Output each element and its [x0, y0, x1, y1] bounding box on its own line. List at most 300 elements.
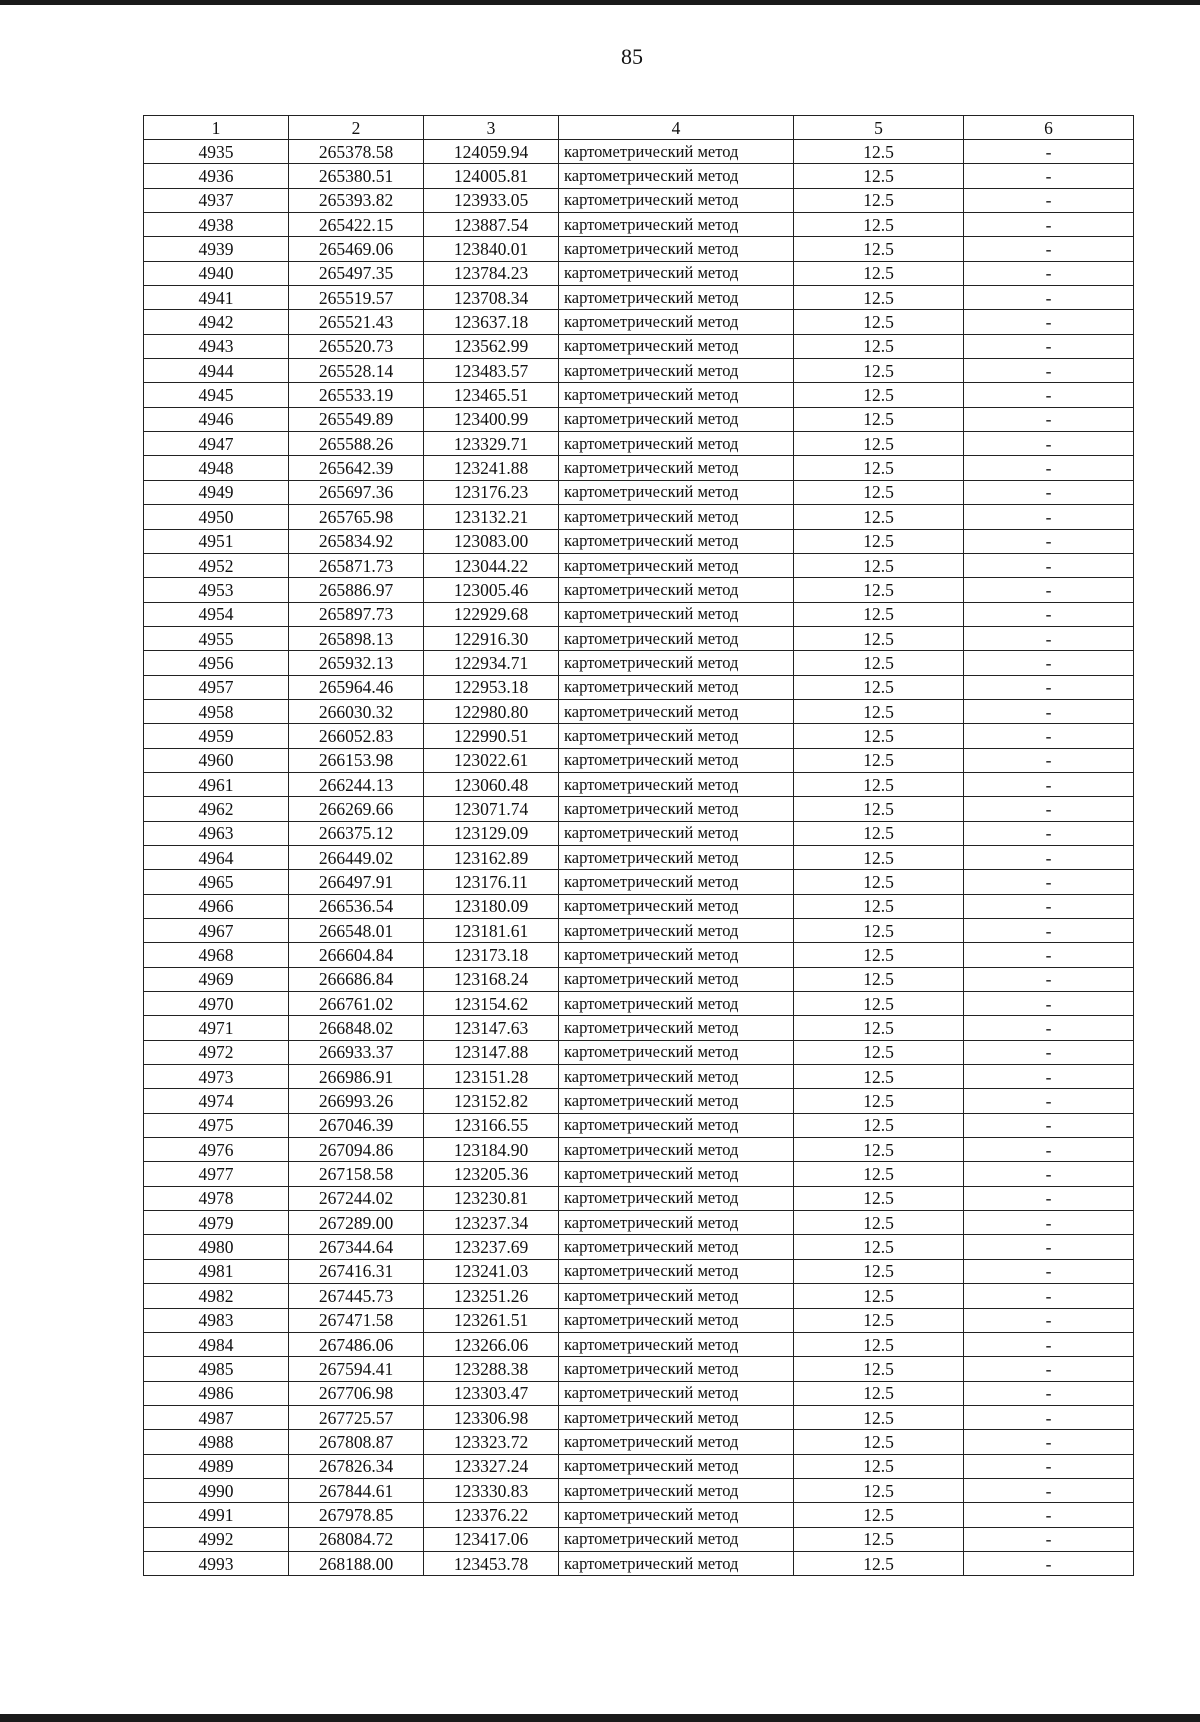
y-coordinate-cell: 123562.99 — [424, 334, 559, 358]
y-coordinate-cell: 123071.74 — [424, 797, 559, 821]
y-coordinate-cell: 123022.61 — [424, 748, 559, 772]
method-cell: картометрический метод — [559, 1162, 794, 1186]
note-cell: - — [964, 967, 1134, 991]
accuracy-cell: 12.5 — [794, 456, 964, 480]
x-coordinate-cell: 266993.26 — [289, 1089, 424, 1113]
method-cell: картометрический метод — [559, 1430, 794, 1454]
method-cell: картометрический метод — [559, 140, 794, 164]
table-header — [144, 116, 1134, 140]
x-coordinate-cell: 266497.91 — [289, 870, 424, 894]
table-row — [144, 286, 1134, 310]
x-coordinate-cell: 266536.54 — [289, 894, 424, 918]
scan-edge-bottom — [0, 1714, 1200, 1722]
y-coordinate-cell: 123288.38 — [424, 1357, 559, 1381]
y-coordinate-cell: 123453.78 — [424, 1551, 559, 1575]
note-cell: - — [964, 1235, 1134, 1259]
x-coordinate-cell: 266375.12 — [289, 821, 424, 845]
note-cell: - — [964, 578, 1134, 602]
accuracy-cell: 12.5 — [794, 188, 964, 212]
accuracy-cell: 12.5 — [794, 334, 964, 358]
y-coordinate-cell: 123329.71 — [424, 432, 559, 456]
point-number-cell: 4986 — [144, 1381, 289, 1405]
note-cell: - — [964, 1284, 1134, 1308]
accuracy-cell: 12.5 — [794, 1551, 964, 1575]
method-cell: картометрический метод — [559, 967, 794, 991]
accuracy-cell: 12.5 — [794, 1211, 964, 1235]
point-number-cell: 4983 — [144, 1308, 289, 1332]
y-coordinate-cell: 123044.22 — [424, 553, 559, 577]
x-coordinate-cell: 265469.06 — [289, 237, 424, 261]
method-cell: картометрический метод — [559, 553, 794, 577]
y-coordinate-cell: 123151.28 — [424, 1065, 559, 1089]
note-cell: - — [964, 383, 1134, 407]
note-cell: - — [964, 1113, 1134, 1137]
y-coordinate-cell: 122980.80 — [424, 699, 559, 723]
header-col-3: 3 — [424, 116, 559, 140]
method-cell: картометрический метод — [559, 1527, 794, 1551]
point-number-cell: 4948 — [144, 456, 289, 480]
method-cell: картометрический метод — [559, 407, 794, 431]
note-cell: - — [964, 432, 1134, 456]
method-cell: картометрический метод — [559, 821, 794, 845]
note-cell: - — [964, 164, 1134, 188]
method-cell: картометрический метод — [559, 334, 794, 358]
table-row — [144, 359, 1134, 383]
x-coordinate-cell: 265886.97 — [289, 578, 424, 602]
table-body — [144, 140, 1134, 1576]
note-cell: - — [964, 992, 1134, 1016]
point-number-cell: 4942 — [144, 310, 289, 334]
table-row — [144, 992, 1134, 1016]
table-row — [144, 1478, 1134, 1502]
accuracy-cell: 12.5 — [794, 164, 964, 188]
note-cell: - — [964, 821, 1134, 845]
method-cell: картометрический метод — [559, 894, 794, 918]
accuracy-cell: 12.5 — [794, 505, 964, 529]
note-cell: - — [964, 748, 1134, 772]
accuracy-cell: 12.5 — [794, 1016, 964, 1040]
method-cell: картометрический метод — [559, 699, 794, 723]
accuracy-cell: 12.5 — [794, 578, 964, 602]
method-cell: картометрический метод — [559, 1551, 794, 1575]
method-cell: картометрический метод — [559, 651, 794, 675]
point-number-cell: 4954 — [144, 602, 289, 626]
point-number-cell: 4988 — [144, 1430, 289, 1454]
x-coordinate-cell: 266548.01 — [289, 919, 424, 943]
y-coordinate-cell: 123303.47 — [424, 1381, 559, 1405]
note-cell: - — [964, 1430, 1134, 1454]
table-row — [144, 943, 1134, 967]
x-coordinate-cell: 265898.13 — [289, 626, 424, 650]
x-coordinate-cell: 267706.98 — [289, 1381, 424, 1405]
table-row — [144, 383, 1134, 407]
x-coordinate-cell: 267289.00 — [289, 1211, 424, 1235]
table-row — [144, 967, 1134, 991]
y-coordinate-cell: 123266.06 — [424, 1332, 559, 1356]
x-coordinate-cell: 265380.51 — [289, 164, 424, 188]
table-row — [144, 797, 1134, 821]
note-cell: - — [964, 140, 1134, 164]
point-number-cell: 4939 — [144, 237, 289, 261]
point-number-cell: 4973 — [144, 1065, 289, 1089]
method-cell: картометрический метод — [559, 1235, 794, 1259]
note-cell: - — [964, 359, 1134, 383]
method-cell: картометрический метод — [559, 1065, 794, 1089]
y-coordinate-cell: 123306.98 — [424, 1405, 559, 1429]
accuracy-cell: 12.5 — [794, 286, 964, 310]
header-col-4: 4 — [559, 116, 794, 140]
point-number-cell: 4967 — [144, 919, 289, 943]
table-row — [144, 919, 1134, 943]
note-cell: - — [964, 1527, 1134, 1551]
point-number-cell: 4936 — [144, 164, 289, 188]
point-number-cell: 4964 — [144, 845, 289, 869]
table-row — [144, 1527, 1134, 1551]
table-row — [144, 456, 1134, 480]
method-cell: картометрический метод — [559, 529, 794, 553]
note-cell: - — [964, 310, 1134, 334]
y-coordinate-cell: 123205.36 — [424, 1162, 559, 1186]
table-row — [144, 1454, 1134, 1478]
x-coordinate-cell: 267244.02 — [289, 1186, 424, 1210]
table-row — [144, 213, 1134, 237]
x-coordinate-cell: 267844.61 — [289, 1478, 424, 1502]
method-cell: картометрический метод — [559, 1211, 794, 1235]
point-number-cell: 4975 — [144, 1113, 289, 1137]
accuracy-cell: 12.5 — [794, 1259, 964, 1283]
y-coordinate-cell: 123166.55 — [424, 1113, 559, 1137]
method-cell: картометрический метод — [559, 480, 794, 504]
x-coordinate-cell: 267725.57 — [289, 1405, 424, 1429]
note-cell: - — [964, 407, 1134, 431]
x-coordinate-cell: 266052.83 — [289, 724, 424, 748]
table-row — [144, 1016, 1134, 1040]
y-coordinate-cell: 123005.46 — [424, 578, 559, 602]
method-cell: картометрический метод — [559, 1016, 794, 1040]
x-coordinate-cell: 266449.02 — [289, 845, 424, 869]
y-coordinate-cell: 123060.48 — [424, 772, 559, 796]
note-cell: - — [964, 1332, 1134, 1356]
note-cell: - — [964, 529, 1134, 553]
x-coordinate-cell: 267594.41 — [289, 1357, 424, 1381]
method-cell: картометрический метод — [559, 310, 794, 334]
accuracy-cell: 12.5 — [794, 1113, 964, 1137]
point-number-cell: 4963 — [144, 821, 289, 845]
coordinates-table — [143, 115, 1134, 1576]
point-number-cell: 4951 — [144, 529, 289, 553]
note-cell: - — [964, 1089, 1134, 1113]
accuracy-cell: 12.5 — [794, 140, 964, 164]
note-cell: - — [964, 1454, 1134, 1478]
x-coordinate-cell: 266153.98 — [289, 748, 424, 772]
point-number-cell: 4971 — [144, 1016, 289, 1040]
note-cell: - — [964, 1065, 1134, 1089]
note-cell: - — [964, 334, 1134, 358]
table-row — [144, 1235, 1134, 1259]
method-cell: картометрический метод — [559, 359, 794, 383]
x-coordinate-cell: 267094.86 — [289, 1138, 424, 1162]
point-number-cell: 4950 — [144, 505, 289, 529]
point-number-cell: 4947 — [144, 432, 289, 456]
accuracy-cell: 12.5 — [794, 1235, 964, 1259]
x-coordinate-cell: 265528.14 — [289, 359, 424, 383]
y-coordinate-cell: 124059.94 — [424, 140, 559, 164]
method-cell: картометрический метод — [559, 432, 794, 456]
point-number-cell: 4958 — [144, 699, 289, 723]
y-coordinate-cell: 123637.18 — [424, 310, 559, 334]
table-row — [144, 188, 1134, 212]
x-coordinate-cell: 266761.02 — [289, 992, 424, 1016]
y-coordinate-cell: 123162.89 — [424, 845, 559, 869]
table-row — [144, 651, 1134, 675]
method-cell: картометрический метод — [559, 286, 794, 310]
note-cell: - — [964, 1040, 1134, 1064]
method-cell: картометрический метод — [559, 1089, 794, 1113]
point-number-cell: 4962 — [144, 797, 289, 821]
table-row — [144, 699, 1134, 723]
method-cell: картометрический метод — [559, 1186, 794, 1210]
note-cell: - — [964, 894, 1134, 918]
accuracy-cell: 12.5 — [794, 894, 964, 918]
method-cell: картометрический метод — [559, 675, 794, 699]
note-cell: - — [964, 675, 1134, 699]
x-coordinate-cell: 267826.34 — [289, 1454, 424, 1478]
accuracy-cell: 12.5 — [794, 602, 964, 626]
method-cell: картометрический метод — [559, 237, 794, 261]
accuracy-cell: 12.5 — [794, 1503, 964, 1527]
note-cell: - — [964, 651, 1134, 675]
accuracy-cell: 12.5 — [794, 1430, 964, 1454]
table-row — [144, 407, 1134, 431]
point-number-cell: 4978 — [144, 1186, 289, 1210]
accuracy-cell: 12.5 — [794, 359, 964, 383]
note-cell: - — [964, 1381, 1134, 1405]
method-cell: картометрический метод — [559, 626, 794, 650]
point-number-cell: 4966 — [144, 894, 289, 918]
point-number-cell: 4987 — [144, 1405, 289, 1429]
y-coordinate-cell: 123132.21 — [424, 505, 559, 529]
method-cell: картометрический метод — [559, 845, 794, 869]
y-coordinate-cell: 123400.99 — [424, 407, 559, 431]
table-row — [144, 1551, 1134, 1575]
accuracy-cell: 12.5 — [794, 724, 964, 748]
method-cell: картометрический метод — [559, 1138, 794, 1162]
x-coordinate-cell: 265932.13 — [289, 651, 424, 675]
y-coordinate-cell: 123230.81 — [424, 1186, 559, 1210]
table-row — [144, 529, 1134, 553]
x-coordinate-cell: 265765.98 — [289, 505, 424, 529]
point-number-cell: 4968 — [144, 943, 289, 967]
method-cell: картометрический метод — [559, 188, 794, 212]
table-row — [144, 261, 1134, 285]
table-row — [144, 1065, 1134, 1089]
x-coordinate-cell: 267158.58 — [289, 1162, 424, 1186]
note-cell: - — [964, 870, 1134, 894]
table-row — [144, 237, 1134, 261]
accuracy-cell: 12.5 — [794, 1527, 964, 1551]
x-coordinate-cell: 267445.73 — [289, 1284, 424, 1308]
x-coordinate-cell: 265588.26 — [289, 432, 424, 456]
point-number-cell: 4952 — [144, 553, 289, 577]
table-row — [144, 1381, 1134, 1405]
point-number-cell: 4941 — [144, 286, 289, 310]
table-row — [144, 1405, 1134, 1429]
accuracy-cell: 12.5 — [794, 626, 964, 650]
x-coordinate-cell: 266244.13 — [289, 772, 424, 796]
accuracy-cell: 12.5 — [794, 651, 964, 675]
x-coordinate-cell: 265378.58 — [289, 140, 424, 164]
point-number-cell: 4938 — [144, 213, 289, 237]
method-cell: картометрический метод — [559, 602, 794, 626]
header-col-1: 1 — [144, 116, 289, 140]
table-row — [144, 1162, 1134, 1186]
header-row — [144, 116, 1134, 140]
point-number-cell: 4991 — [144, 1503, 289, 1527]
method-cell: картометрический метод — [559, 1454, 794, 1478]
accuracy-cell: 12.5 — [794, 261, 964, 285]
point-number-cell: 4944 — [144, 359, 289, 383]
accuracy-cell: 12.5 — [794, 772, 964, 796]
point-number-cell: 4980 — [144, 1235, 289, 1259]
y-coordinate-cell: 123152.82 — [424, 1089, 559, 1113]
x-coordinate-cell: 267416.31 — [289, 1259, 424, 1283]
point-number-cell: 4969 — [144, 967, 289, 991]
accuracy-cell: 12.5 — [794, 480, 964, 504]
accuracy-cell: 12.5 — [794, 870, 964, 894]
point-number-cell: 4989 — [144, 1454, 289, 1478]
header-col-6: 6 — [964, 116, 1134, 140]
note-cell: - — [964, 797, 1134, 821]
point-number-cell: 4990 — [144, 1478, 289, 1502]
accuracy-cell: 12.5 — [794, 237, 964, 261]
method-cell: картометрический метод — [559, 992, 794, 1016]
table-row — [144, 894, 1134, 918]
y-coordinate-cell: 123241.03 — [424, 1259, 559, 1283]
x-coordinate-cell: 267471.58 — [289, 1308, 424, 1332]
method-cell: картометрический метод — [559, 1308, 794, 1332]
note-cell: - — [964, 772, 1134, 796]
method-cell: картометрический метод — [559, 1332, 794, 1356]
y-coordinate-cell: 123154.62 — [424, 992, 559, 1016]
table-row — [144, 578, 1134, 602]
point-number-cell: 4985 — [144, 1357, 289, 1381]
y-coordinate-cell: 123887.54 — [424, 213, 559, 237]
accuracy-cell: 12.5 — [794, 967, 964, 991]
x-coordinate-cell: 265642.39 — [289, 456, 424, 480]
method-cell: картометрический метод — [559, 772, 794, 796]
accuracy-cell: 12.5 — [794, 919, 964, 943]
accuracy-cell: 12.5 — [794, 383, 964, 407]
accuracy-cell: 12.5 — [794, 1162, 964, 1186]
accuracy-cell: 12.5 — [794, 797, 964, 821]
method-cell: картометрический метод — [559, 1259, 794, 1283]
method-cell: картометрический метод — [559, 1284, 794, 1308]
note-cell: - — [964, 1186, 1134, 1210]
y-coordinate-cell: 123147.88 — [424, 1040, 559, 1064]
note-cell: - — [964, 602, 1134, 626]
method-cell: картометрический метод — [559, 748, 794, 772]
x-coordinate-cell: 265549.89 — [289, 407, 424, 431]
y-coordinate-cell: 123241.88 — [424, 456, 559, 480]
accuracy-cell: 12.5 — [794, 310, 964, 334]
x-coordinate-cell: 267808.87 — [289, 1430, 424, 1454]
y-coordinate-cell: 123237.69 — [424, 1235, 559, 1259]
x-coordinate-cell: 268188.00 — [289, 1551, 424, 1575]
x-coordinate-cell: 265834.92 — [289, 529, 424, 553]
method-cell: картометрический метод — [559, 1405, 794, 1429]
method-cell: картометрический метод — [559, 797, 794, 821]
table-row — [144, 772, 1134, 796]
note-cell: - — [964, 1308, 1134, 1332]
y-coordinate-cell: 123173.18 — [424, 943, 559, 967]
header-col-5: 5 — [794, 116, 964, 140]
x-coordinate-cell: 265697.36 — [289, 480, 424, 504]
accuracy-cell: 12.5 — [794, 529, 964, 553]
y-coordinate-cell: 123483.57 — [424, 359, 559, 383]
note-cell: - — [964, 626, 1134, 650]
table-row — [144, 748, 1134, 772]
point-number-cell: 4979 — [144, 1211, 289, 1235]
point-number-cell: 4937 — [144, 188, 289, 212]
method-cell: картометрический метод — [559, 1040, 794, 1064]
x-coordinate-cell: 268084.72 — [289, 1527, 424, 1551]
point-number-cell: 4956 — [144, 651, 289, 675]
accuracy-cell: 12.5 — [794, 943, 964, 967]
x-coordinate-cell: 266604.84 — [289, 943, 424, 967]
table-row — [144, 724, 1134, 748]
x-coordinate-cell: 266933.37 — [289, 1040, 424, 1064]
accuracy-cell: 12.5 — [794, 1332, 964, 1356]
y-coordinate-cell: 123129.09 — [424, 821, 559, 845]
accuracy-cell: 12.5 — [794, 432, 964, 456]
table-row — [144, 140, 1134, 164]
table-row — [144, 1186, 1134, 1210]
note-cell: - — [964, 1016, 1134, 1040]
y-coordinate-cell: 123840.01 — [424, 237, 559, 261]
table-row — [144, 1503, 1134, 1527]
point-number-cell: 4970 — [144, 992, 289, 1016]
x-coordinate-cell: 267046.39 — [289, 1113, 424, 1137]
x-coordinate-cell: 266986.91 — [289, 1065, 424, 1089]
table-row — [144, 1138, 1134, 1162]
y-coordinate-cell: 123168.24 — [424, 967, 559, 991]
y-coordinate-cell: 123176.11 — [424, 870, 559, 894]
note-cell: - — [964, 1357, 1134, 1381]
y-coordinate-cell: 123708.34 — [424, 286, 559, 310]
x-coordinate-cell: 266030.32 — [289, 699, 424, 723]
point-number-cell: 4976 — [144, 1138, 289, 1162]
accuracy-cell: 12.5 — [794, 1308, 964, 1332]
note-cell: - — [964, 505, 1134, 529]
method-cell: картометрический метод — [559, 919, 794, 943]
accuracy-cell: 12.5 — [794, 1040, 964, 1064]
accuracy-cell: 12.5 — [794, 1186, 964, 1210]
scan-edge-top — [0, 0, 1200, 5]
table-row — [144, 626, 1134, 650]
y-coordinate-cell: 123933.05 — [424, 188, 559, 212]
y-coordinate-cell: 122990.51 — [424, 724, 559, 748]
y-coordinate-cell: 123237.34 — [424, 1211, 559, 1235]
point-number-cell: 4984 — [144, 1332, 289, 1356]
x-coordinate-cell: 266848.02 — [289, 1016, 424, 1040]
x-coordinate-cell: 267486.06 — [289, 1332, 424, 1356]
method-cell: картометрический метод — [559, 1357, 794, 1381]
y-coordinate-cell: 123147.63 — [424, 1016, 559, 1040]
y-coordinate-cell: 123784.23 — [424, 261, 559, 285]
note-cell: - — [964, 213, 1134, 237]
note-cell: - — [964, 943, 1134, 967]
y-coordinate-cell: 123417.06 — [424, 1527, 559, 1551]
